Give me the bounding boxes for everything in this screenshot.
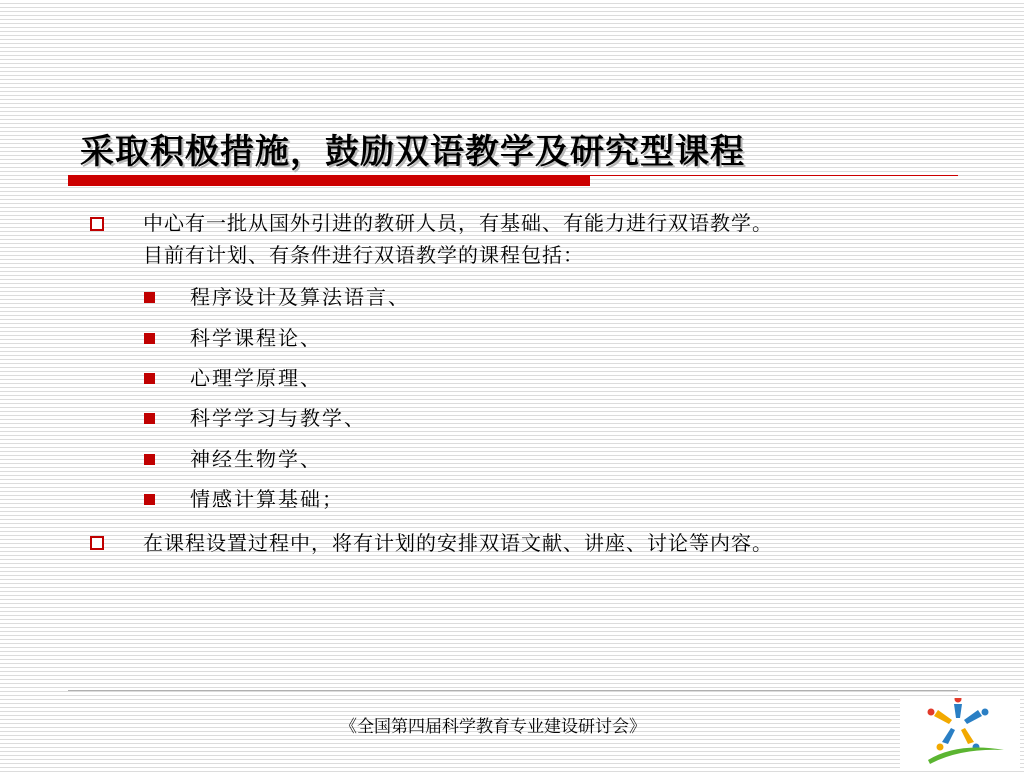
star-figures-logo-icon bbox=[900, 698, 1020, 768]
course-item: 科学课程论、 bbox=[190, 326, 322, 350]
filled-square-bullet-icon bbox=[144, 494, 155, 505]
bullet-item-text: 在课程设置过程中，将有计划的安排双语文献、讲座、讨论等内容。 bbox=[143, 531, 773, 555]
filled-square-bullet-icon bbox=[144, 413, 155, 424]
footer-divider bbox=[68, 690, 958, 691]
bullet-item-line: 目前有计划、有条件进行双语教学的课程包括： bbox=[143, 243, 584, 267]
bullet-item-text bbox=[143, 207, 1003, 271]
filled-square-bullet-icon bbox=[144, 333, 155, 344]
filled-square-bullet-icon bbox=[144, 292, 155, 303]
course-item: 神经生物学、 bbox=[190, 447, 322, 471]
bullet-item-line: 中心有一批从国外引进的教研人员，有基础、有能力进行双语教学。 bbox=[143, 211, 773, 235]
filled-square-bullet-icon bbox=[144, 373, 155, 384]
title-underline-bar bbox=[68, 175, 590, 186]
footer-caption: 《全国第四届科学教育专业建设研讨会》 bbox=[340, 717, 646, 737]
hollow-square-bullet-icon bbox=[90, 217, 104, 231]
course-item: 程序设计及算法语言、 bbox=[190, 285, 410, 309]
course-item: 情感计算基础； bbox=[190, 487, 344, 511]
course-item: 科学学习与教学、 bbox=[190, 406, 366, 430]
slide-title: 采取积极措施，鼓励双语教学及研究型课程 bbox=[80, 132, 745, 172]
title-underline-rule bbox=[590, 175, 958, 176]
course-item: 心理学原理、 bbox=[190, 366, 322, 390]
hollow-square-bullet-icon bbox=[90, 536, 104, 550]
filled-square-bullet-icon bbox=[144, 454, 155, 465]
